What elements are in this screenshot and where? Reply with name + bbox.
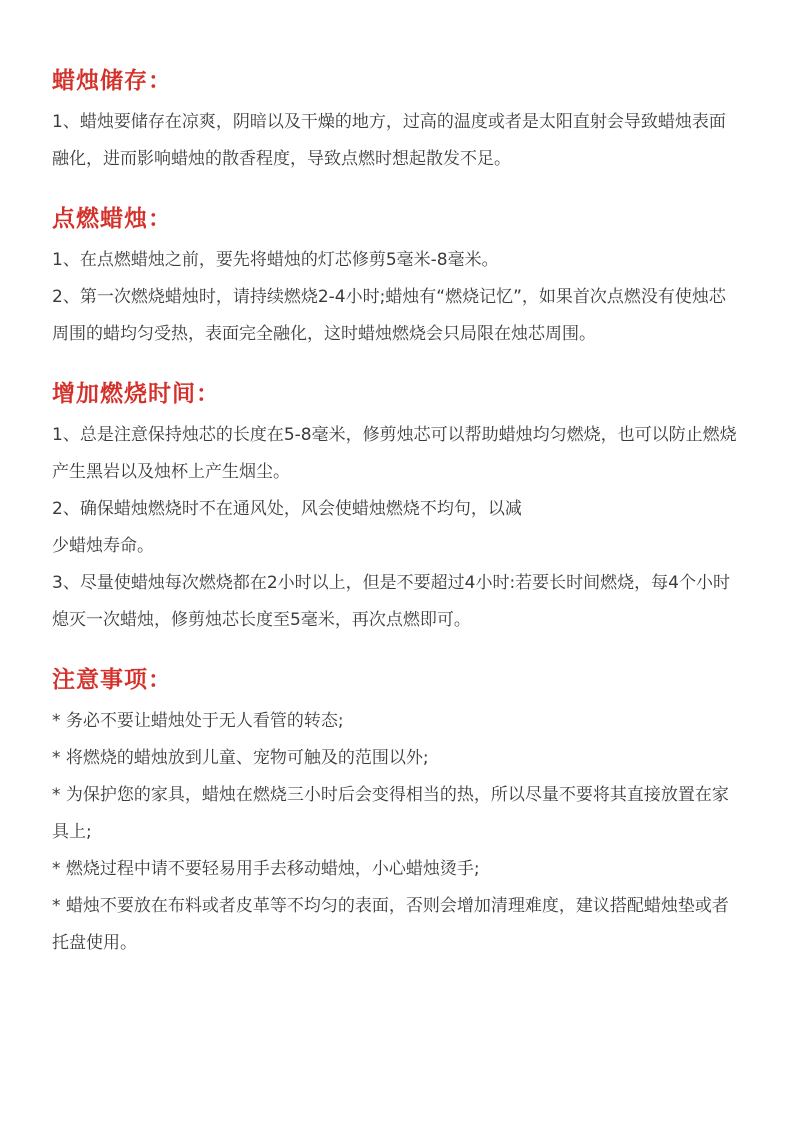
- precaution-item-5: * 蜡烛不要放在布料或者皮革等不均匀的表面，否则会增加清理难度，建议搭配蜡烛垫或者托盘使用。: [52, 896, 729, 953]
- section-title-precautions: 注意事项：: [52, 667, 172, 693]
- section-title-lighting: 点燃蜡烛：: [52, 206, 172, 232]
- section-lighting: [52, 202, 790, 353]
- burn-time-paragraph-3: 3、尽量使蜡烛每次燃烧都在2小时以上，但是不要超过4小时:若要长时间燃烧，每4个小时熄灭一次蜡烛，修剪烛芯长度至5毫米，再次点燃即可。: [52, 573, 730, 630]
- section-title-storage: 蜡烛储存：: [52, 68, 172, 94]
- burn-time-paragraph-2-cont: 少蜡烛寿命。: [52, 536, 154, 556]
- section-precautions: [52, 663, 790, 962]
- burn-time-paragraph-2: 2、确保蜡烛燃烧时不在通风处，风会使蜡烛燃烧不均句，以减: [52, 499, 522, 519]
- section-burn-time: [52, 377, 790, 639]
- section-title-burn-time: 增加燃烧时间：: [52, 381, 220, 407]
- burn-time-paragraph-1: 1、总是注意保持烛芯的长度在5-8毫米，修剪烛芯可以帮助蜡烛均匀燃烧，也可以防止燃烧产生黑岩以及烛杯上产生烟尘。: [52, 425, 737, 482]
- precaution-item-3: * 为保护您的家具，蜡烛在燃烧三小时后会变得相当的热，所以尽量不要将其直接放置在家具上;: [52, 785, 729, 842]
- precaution-item-1: * 务必不要让蜡烛处于无人看管的转态;: [52, 711, 344, 731]
- section-storage: [52, 64, 790, 178]
- precaution-item-4: * 燃烧过程中请不要轻易用手去移动蜡烛，小心蜡烛烫手;: [52, 859, 480, 879]
- precaution-item-2: * 将燃烧的蜡烛放到儿童、宠物可触及的范围以外;: [52, 748, 429, 768]
- lighting-paragraph-1: 1、在点燃蜡烛之前，要先将蜡烛的灯芯修剪5毫米-8毫米。: [52, 250, 499, 270]
- storage-paragraph-1: 1、蜡烛要储存在凉爽，阴暗以及干燥的地方，过高的温度或者是太阳直射会导致蜡烛表面融化，进而影响蜡烛的散香程度，导致点燃时想起散发不足。: [52, 112, 726, 169]
- lighting-paragraph-2: 2、第一次燃烧蜡烛时，请持续燃烧2-4小时;蜡烛有“燃烧记忆”，如果首次点燃没有使烛芯周围的蜡均匀受热，表面完全融化，这时蜡烛燃烧会只局限在烛芯周围。: [52, 287, 726, 344]
